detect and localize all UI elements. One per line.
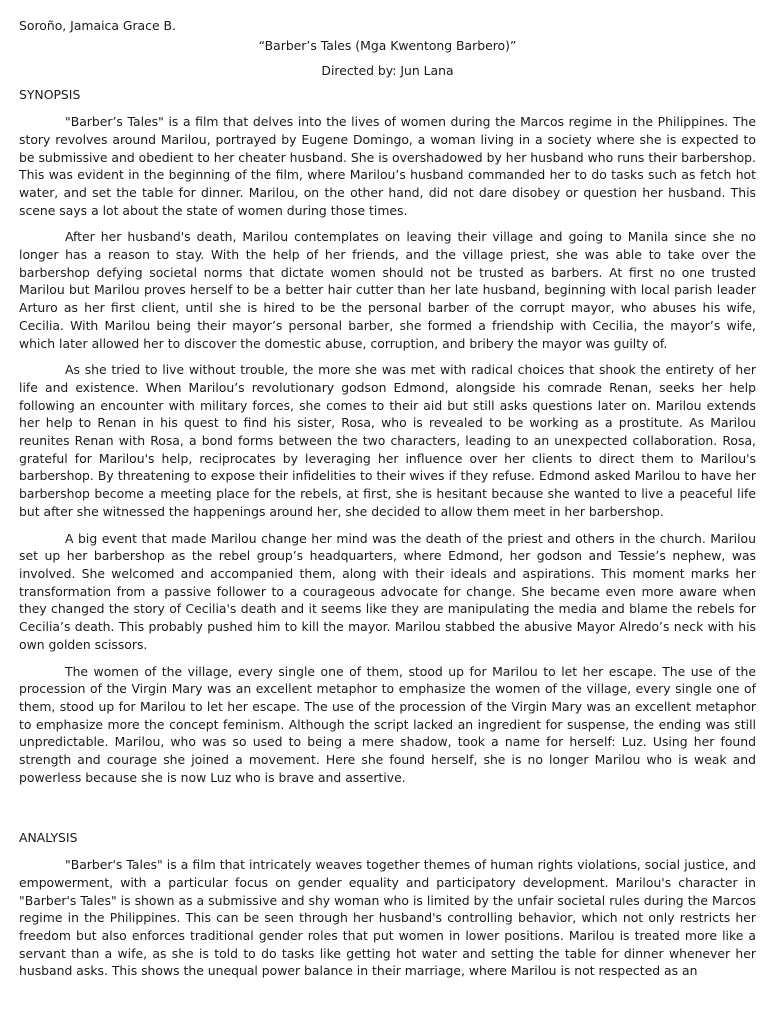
synopsis-paragraph: After her husband's death, Marilou contemplates on leaving their village and going to Manila since she no longer has a reason to stay. With the help of her friends, and the village priest, she was able to take over the barbershop defying societal norms that dictate women should not be trusted as barbers. At first no one trusted Marilou but Marilou proves herself to be a better hair cutter than her late husband, beginning with local parish leader Arturo as her first client, until she is hired to be the personal barber of the corrupt mayor, who abuses his wife, Cecilia. With Marilou being their mayor’s personal barber, she formed a friendship with Cecilia, the mayor’s wife, which later allowed her to discover the domestic abuse, corruption, and bribery the mayor was guilty of. xyxy=(19,229,756,351)
synopsis-paragraph: As she tried to live without trouble, the more she was met with radical choices that shook the entirety of her life and existence. When Marilou’s revolutionary godson Edmond, alongside his comrade Renan, seeks her help following an encounter with military forces, she comes to their aid but still asks questions later on. Marilou extends her help to Renan in his quest to find his sister, Rosa, who is revealed to be working as a prostitute. As Marilou reunites Renan with Rosa, a bond forms between the two characters, leading to an unexpected collaboration. Rosa, grateful for Marilou's help, reciprocates by leveraging her influence over her clients to direct them to Marilou's barbershop. By threatening to expose their infidelities to their wives if they refuse. Edmond asked Marilou to have her barbershop become a meeting place for the rebels, at first, she is hesitant because she wanted to live a peaceful life but after she witnessed the happenings around her, she decided to allow them meet in her barbershop. xyxy=(19,362,756,519)
synopsis-heading: SYNOPSIS xyxy=(19,87,81,103)
synopsis-paragraph: The women of the village, every single one of them, stood up for Marilou to let her escape. The use of the procession of the Virgin Mary was an excellent metaphor to emphasize the women of the village, every single one of them, stood up for Marilou to let her escape. The use of the procession of the Virgin Mary was an excellent metaphor to emphasize more the concept feminism. Although the script lacked an ingredient for suspense, the ending was still unpredictable. Marilou, who was so used to being a mere shadow, took a name for herself: Luz. Using her found strength and courage she joined a movement. Here she found herself, she is no longer Marilou who is weak and powerless because she is now Luz who is brave and assertive. xyxy=(19,663,756,785)
document-title: “Barber’s Tales (Mga Kwentong Barbero)” xyxy=(258,38,517,53)
synopsis-paragraph: A big event that made Marilou change her mind was the death of the priest and others in the church. Marilou set up her barbershop as the rebel group’s headquarters, where Edmond, her godson and Tessie’s nephew, was involved. She welcomed and accompanied them, along with their ideals and aspirations. This moment marks her transformation from a passive follower to a courageous advocate for change. She became even more aware when they changed the story of Cecilia's death and it seems like they are manipulating the media and blame the rebels for Cecilia’s death. This probably pushed him to kill the mayor. Marilou stabbed the abusive Mayor Alredo’s neck with his own golden scissors. xyxy=(19,530,756,652)
synopsis-paragraph: "Barber’s Tales" is a film that delves into the lives of women during the Marcos regime in the Philippines. The story revolves around Marilou, portrayed by Eugene Domingo, a woman living in a society where she is expected to be submissive and obedient to her cheater husband. She is overshadowed by her husband who runs their barbershop. This was evident in the beginning of the film, where Marilou’s husband commanded her to do tasks such as fetch hot water, and set the table for dinner. Marilou, on the other hand, did not dare disobey or question her husband. This scene says a lot about the state of women during those times. xyxy=(19,114,756,218)
document-page xyxy=(19,17,756,980)
analysis-paragraph: "Barber's Tales" is a film that intricately weaves together themes of human rights violations, social justice, and empowerment, with a particular focus on gender equality and participatory development. Marilou's character in "Barber's Tales" is shown as a submissive and shy woman who is limited by the unfair societal rules during the Marcos regime in the Philippines. This can be seen through her husband's controlling behavior, which not only restricts her freedom but also enforces traditional gender roles that put women in lower positions. Marilou is treated more like a servant than a wife, as she is told to do tasks like getting hot water and setting the table for dinner whenever her husband asks. This shows the unequal power balance in their marriage, where Marilou is not respected as an xyxy=(19,857,756,979)
author-name: Soroño, Jamaica Grace B. xyxy=(19,18,176,33)
section-spacer xyxy=(19,786,756,822)
director-credit: Directed by: Jun Lana xyxy=(321,62,454,78)
analysis-heading: ANALYSIS xyxy=(19,830,78,846)
